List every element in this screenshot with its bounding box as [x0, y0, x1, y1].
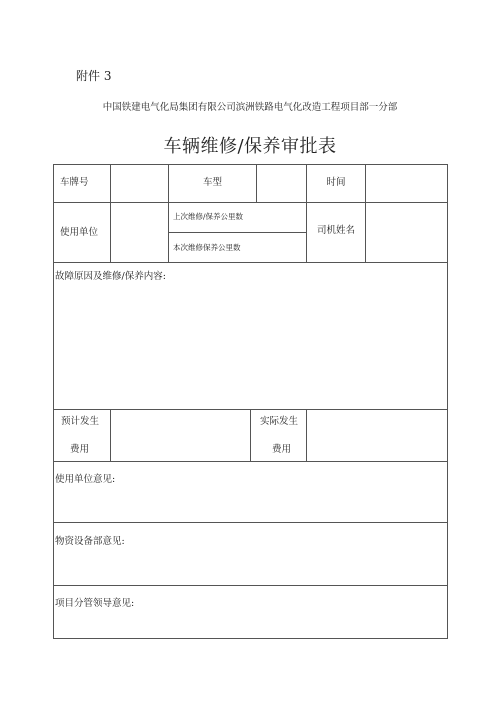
- vehicle-model-field[interactable]: [258, 166, 305, 200]
- table-border-left: [53, 164, 54, 639]
- plate-number-label: 车牌号: [60, 177, 89, 188]
- project-leader-opinion-label: 项目分管领导意见:: [55, 598, 135, 609]
- materials-dept-opinion-label: 物资设备部意见:: [55, 536, 125, 547]
- actual-cost-label-line1: 实际发生: [260, 416, 299, 427]
- column-divider: [365, 164, 366, 262]
- driver-name-field[interactable]: [367, 204, 446, 260]
- current-service-mileage-label: 本次维修保养公里数: [173, 243, 241, 252]
- last-service-mileage-label: 上次维修/保养公里数: [173, 212, 244, 221]
- row-divider: [168, 232, 306, 233]
- table-border-top: [53, 164, 448, 165]
- fault-and-service-content-label: 故障原因及维修/保养内容:: [55, 271, 166, 282]
- plate-number-field[interactable]: [112, 166, 167, 200]
- approval-form-table: [53, 164, 448, 639]
- row-divider: [53, 202, 448, 203]
- row-divider: [53, 585, 448, 586]
- column-divider: [250, 409, 251, 461]
- organization-name: 中国铁建电气化局集团有限公司滨洲铁路电气化改造工程项目部一分部: [102, 102, 398, 113]
- estimated-cost-label-line1: 预计发生: [61, 416, 100, 427]
- time-field[interactable]: [367, 166, 446, 200]
- using-unit-opinion-label: 使用单位意见:: [55, 474, 116, 485]
- vehicle-model-label: 车型: [202, 177, 222, 188]
- using-unit-label: 使用单位: [60, 227, 99, 238]
- table-border-right: [447, 164, 448, 639]
- table-border-bottom: [53, 638, 448, 639]
- form-title: 车辆维修/保养审批表: [163, 136, 337, 157]
- row-divider: [53, 262, 448, 263]
- column-divider: [306, 409, 307, 461]
- estimated-cost-label-line2: 费用: [70, 444, 90, 455]
- attachment-label: 附件 3: [76, 69, 112, 83]
- row-divider: [53, 522, 448, 523]
- column-divider: [256, 164, 257, 202]
- row-divider: [53, 461, 448, 462]
- using-unit-field[interactable]: [112, 204, 167, 260]
- column-divider: [110, 164, 111, 262]
- time-label: 时间: [326, 177, 346, 188]
- column-divider: [110, 409, 111, 461]
- actual-cost-label-line2: 费用: [272, 444, 292, 455]
- driver-name-label: 司机姓名: [316, 225, 355, 236]
